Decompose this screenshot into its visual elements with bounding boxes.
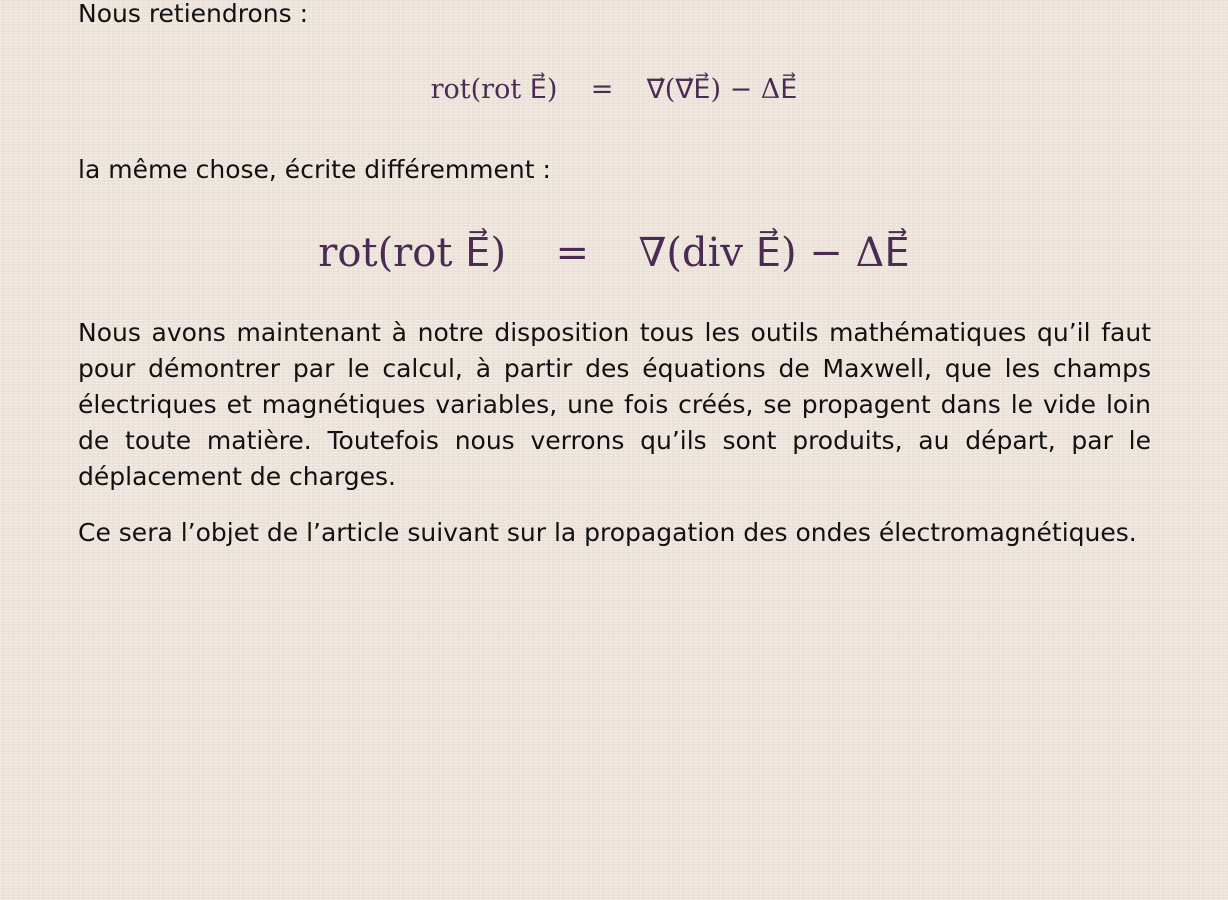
equation-rot-rot-nabla xyxy=(0,70,1228,110)
equation-1-operator: = xyxy=(590,74,614,105)
equation-1-rhs: ∇⃗(∇⃗E⃗) − ΔE⃗ xyxy=(646,74,798,105)
paragraph-next-article: Ce sera l’objet de l’article suivant sur la propagation des ondes électromagnétiques. xyxy=(78,518,1137,547)
paragraph-same-thing: la même chose, écrite différemment : xyxy=(78,155,551,184)
equation-1-lhs: rot(rot E⃗) xyxy=(430,74,558,105)
equation-rot-rot-div xyxy=(0,225,1228,281)
paragraph-intro: Nous retiendrons : xyxy=(78,0,309,28)
equation-2-rhs: ∇(div E⃗) − ΔE⃗ xyxy=(638,230,910,276)
equation-2-operator: = xyxy=(555,230,590,276)
equation-2-lhs: rot(rot E⃗) xyxy=(318,230,507,276)
paragraph-maxwell-tools: Nous avons maintenant à notre disposition tous les outils mathématiques qu’il faut pour démontrer par le calcul, à partir des équations de Maxwell, que les champs électriques et magnétiques variables, une fois créés, se propagent dans le vide loin de toute matière. Toutefois nous verrons qu’ils sont produits, au départ, par le déplacement de charges. xyxy=(78,318,1151,491)
